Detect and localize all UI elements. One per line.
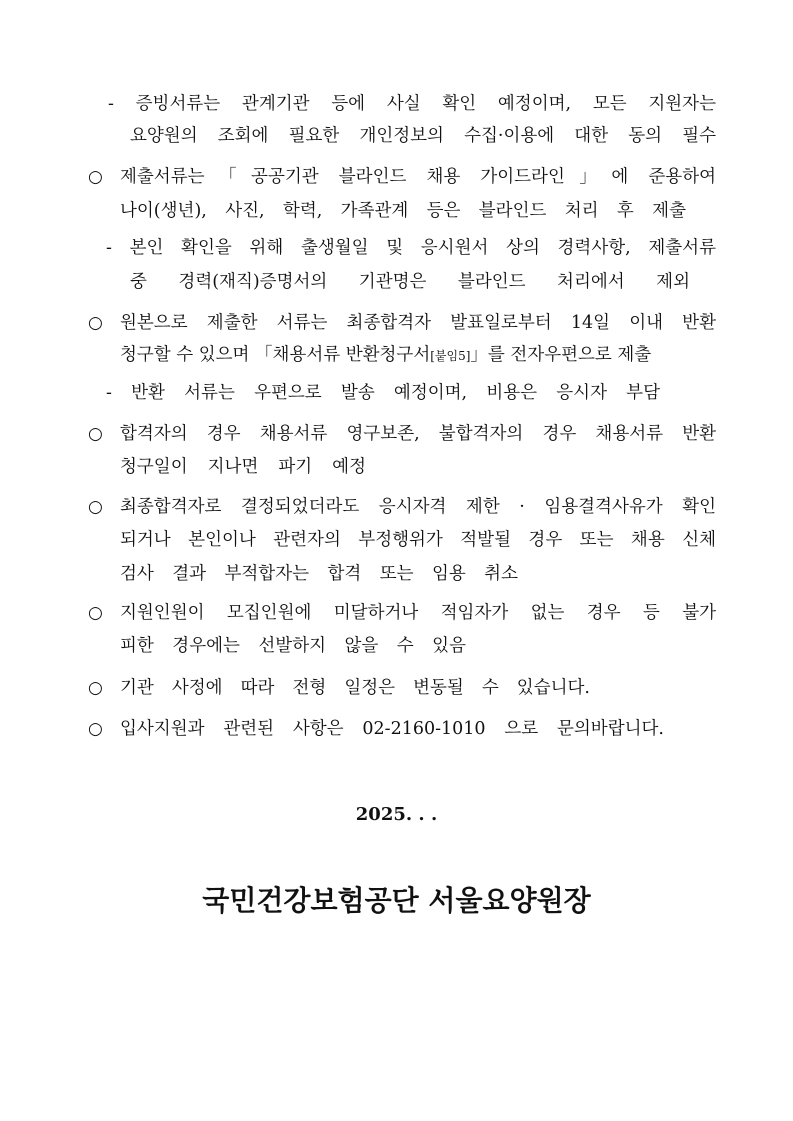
document-date: 2025. . . <box>355 804 438 825</box>
attachment-note: [붙임5] <box>430 349 471 363</box>
bullet-circle-icon: ○ <box>88 313 103 333</box>
notice-line: 지원인원이 모집인원에 미달하거나 적임자가 없는 경우 등 불가 <box>120 603 716 623</box>
bullet-circle-icon: ○ <box>88 719 103 739</box>
notice-line: 청구일이 지나면 파기 예정 <box>120 457 366 477</box>
notice-line: 되거나 본인이나 관련자의 부정행위가 적발될 경우 또는 채용 신체 <box>120 530 716 550</box>
notice-line: 제출서류는「공공기관 블라인드 채용 가이드라인」에 준용하여 <box>120 167 716 187</box>
bullet-circle-icon: ○ <box>88 678 103 698</box>
notice-line: - 본인 확인을 위해 출생월일 및 응시원서 상의 경력사항, 제출서류 <box>106 238 716 258</box>
notice-line: 피한 경우에는 선발하지 않을 수 있음 <box>120 636 466 656</box>
notice-line <box>120 343 716 368</box>
notice-line: 나이(생년), 사진, 학력, 가족관계 등은 블라인드 처리 후 제출 <box>120 201 686 221</box>
bullet-circle-icon: ○ <box>88 424 103 444</box>
bullet-circle-icon: ○ <box>88 603 103 623</box>
notice-line: - 증빙서류는 관계기관 등에 사실 확인 예정이며, 모든 지원자는 <box>108 94 716 114</box>
notice-line: 원본으로 제출한 서류는 최종합격자 발표일로부터 14일 이내 반환 <box>120 313 716 333</box>
notice-line: 기관 사정에 따라 전형 일정은 변동될 수 있습니다. <box>120 678 590 698</box>
notice-line: 합격자의 경우 채용서류 영구보존, 불합격자의 경우 채용서류 반환 <box>120 424 716 444</box>
bullet-circle-icon: ○ <box>88 497 103 517</box>
notice-line: 요양원의 조회에 필요한 개인정보의 수집·이용에 대한 동의 필수 <box>130 126 716 146</box>
bullet-circle-icon: ○ <box>88 167 103 187</box>
notice-line: - 반환 서류는 우편으로 발송 예정이며, 비용은 응시자 부담 <box>106 383 660 403</box>
return-request-text: 청구할 수 있으며 「채용서류 반환청구서 <box>120 345 431 365</box>
notice-line: 중 경력(재직)증명서의 기관명은 블라인드 처리에서 제외 <box>130 272 690 292</box>
notice-line: 입사지원과 관련된 사항은 02-2160-1010 으로 문의바랍니다. <box>120 719 664 739</box>
return-request-text-end: 」를 전자우편으로 제출 <box>470 345 652 365</box>
notice-line: 검사 결과 부적합자는 합격 또는 임용 취소 <box>120 564 518 584</box>
notice-line: 최종합격자로 결정되었더라도 응시자격 제한 · 임용결격사유가 확인 <box>120 497 716 517</box>
issuer-signature: 국민건강보험공단 서울요양원장 <box>202 884 591 917</box>
